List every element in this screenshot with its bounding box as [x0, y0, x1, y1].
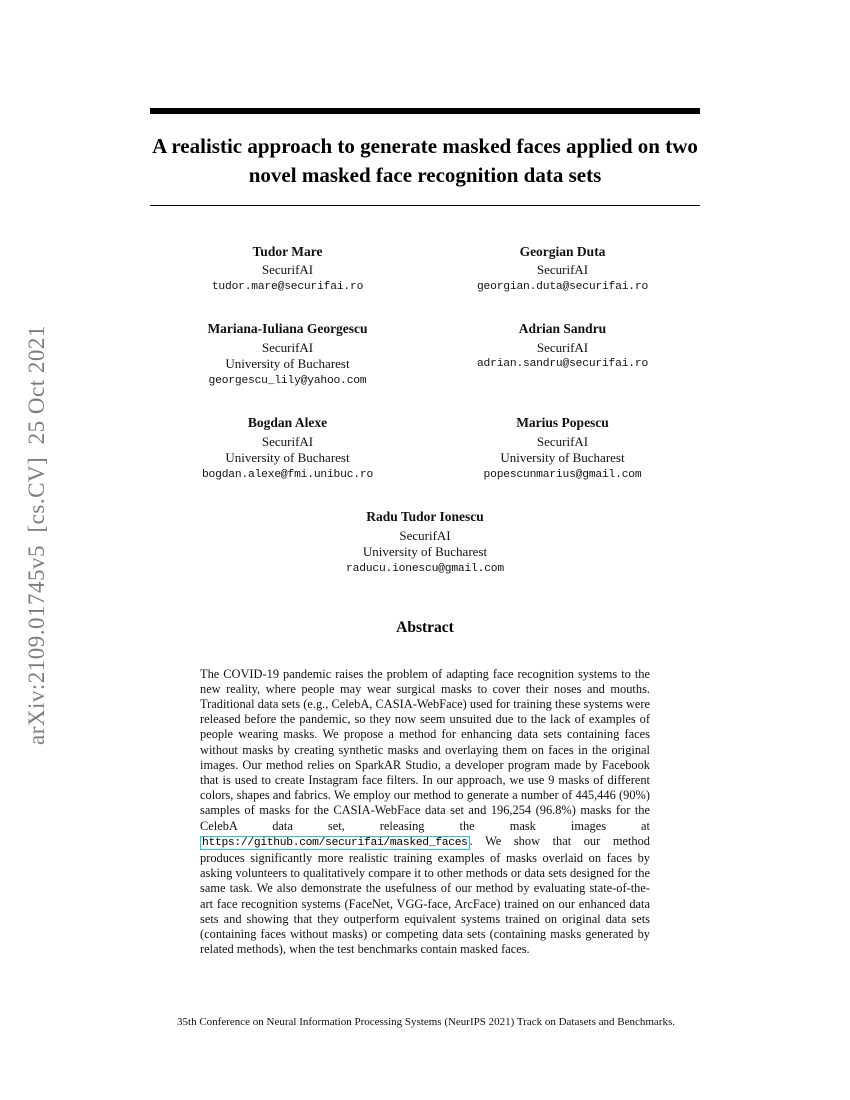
author-name: Adrian Sandru — [518, 321, 607, 337]
title-rule-top — [150, 108, 700, 114]
author-affiliation: SecurifAI — [536, 339, 589, 355]
author-block-tudor-mare — [150, 244, 425, 294]
author-name: Marius Popescu — [516, 415, 609, 431]
author-affiliation: SecurifAI — [536, 262, 589, 278]
author-email: raducu.ionescu@gmail.com — [346, 562, 504, 575]
author-block-mariana-georgescu — [150, 321, 425, 388]
author-email: adrian.sandru@securifai.ro — [476, 358, 649, 371]
author-affiliation: SecurifAI — [399, 527, 451, 543]
author-university: University of Bucharest — [225, 450, 350, 466]
author-email: popescunmarius@gmail.com — [483, 468, 642, 481]
author-email: georgian.duta@securifai.ro — [476, 280, 649, 293]
author-block-marius-popescu — [425, 415, 700, 482]
author-university: University of Bucharest — [225, 356, 350, 372]
author-affiliation: SecurifAI — [261, 433, 314, 449]
author-university: University of Bucharest — [362, 544, 488, 560]
github-link[interactable]: https://github.com/securifai/masked_faces — [202, 836, 468, 849]
author-block-adrian-sandru — [425, 321, 700, 371]
author-block-bogdan-alexe — [150, 415, 425, 482]
author-block-radu-ionescu — [150, 509, 700, 576]
arxiv-watermark: arXiv:2109.01745v5 [cs.CV] 25 Oct 2021 — [24, 325, 49, 745]
author-email: tudor.mare@securifai.ro — [211, 280, 364, 293]
authors-section — [150, 244, 700, 483]
footer-note: 35th Conference on Neural Information Processing Systems (NeurIPS 2021) Track on Datasets and Benchmarks. — [177, 1016, 675, 1028]
abstract-text-after-link: . We show that our method produces significantly more realistic training examples of masks overlaid on faces by asking volunteers to qualitatively compare it to other methods or data sets designed for the same task. We also demonstrate the usefulness of our method by evaluating state-of-the-art face recognition systems (FaceNet, VGG-face, ArcFace) trained on our enhanced data sets and showing that they outperform equivalent systems trained on original data sets (containing faces without masks) or competing data sets (containing masks generated by related methods), when the test benchmarks contain masked faces. — [200, 833, 650, 957]
abstract-text — [200, 667, 650, 958]
author-name: Tudor Mare — [252, 243, 323, 259]
paper-content — [150, 0, 700, 957]
author-name: Mariana-Iuliana Georgescu — [207, 321, 368, 337]
paper-title: A realistic approach to generate masked faces applied on two novel masked face recognition data sets — [152, 134, 698, 187]
author-affiliation: SecurifAI — [261, 262, 314, 278]
author-name: Radu Tudor Ionescu — [366, 509, 484, 525]
abstract-text-before-link: The COVID-19 pandemic raises the problem of adapting face recognition systems to the new reality, where people may wear surgical masks to cover their noses and mouths. Traditional data sets (e.g., CelebA, CASIA-WebFace) used for training these systems were released before the pandemic, so they now seem unsuited due to the lack of examples of people wearing masks. We propose a method for enhancing data sets containing faces without masks by creating synthetic masks and overlaying them on faces in the original images. Our method relies on SparkAR Studio, a developer program made by Facebook that is used to create Instagram face filters. In our approach, we use 9 masks of different colors, shapes and fabrics. We employ our method to generate a number of 445,446 (90%) samples of masks for the CASIA-WebFace data set and 196,254 (96.8%) masks for the CelebA data set, releasing the mask images at — [200, 666, 650, 833]
author-university: University of Bucharest — [500, 450, 625, 466]
author-name: Bogdan Alexe — [247, 415, 328, 431]
author-email: bogdan.alexe@fmi.unibuc.ro — [201, 468, 374, 481]
author-name: Georgian Duta — [519, 243, 606, 259]
author-block-georgian-duta — [425, 244, 700, 294]
title-rule-bottom — [150, 205, 700, 206]
author-affiliation: SecurifAI — [536, 433, 589, 449]
abstract-heading: Abstract — [396, 618, 454, 636]
author-affiliation: SecurifAI — [261, 339, 314, 355]
author-email: georgescu_lily@yahoo.com — [208, 374, 367, 387]
